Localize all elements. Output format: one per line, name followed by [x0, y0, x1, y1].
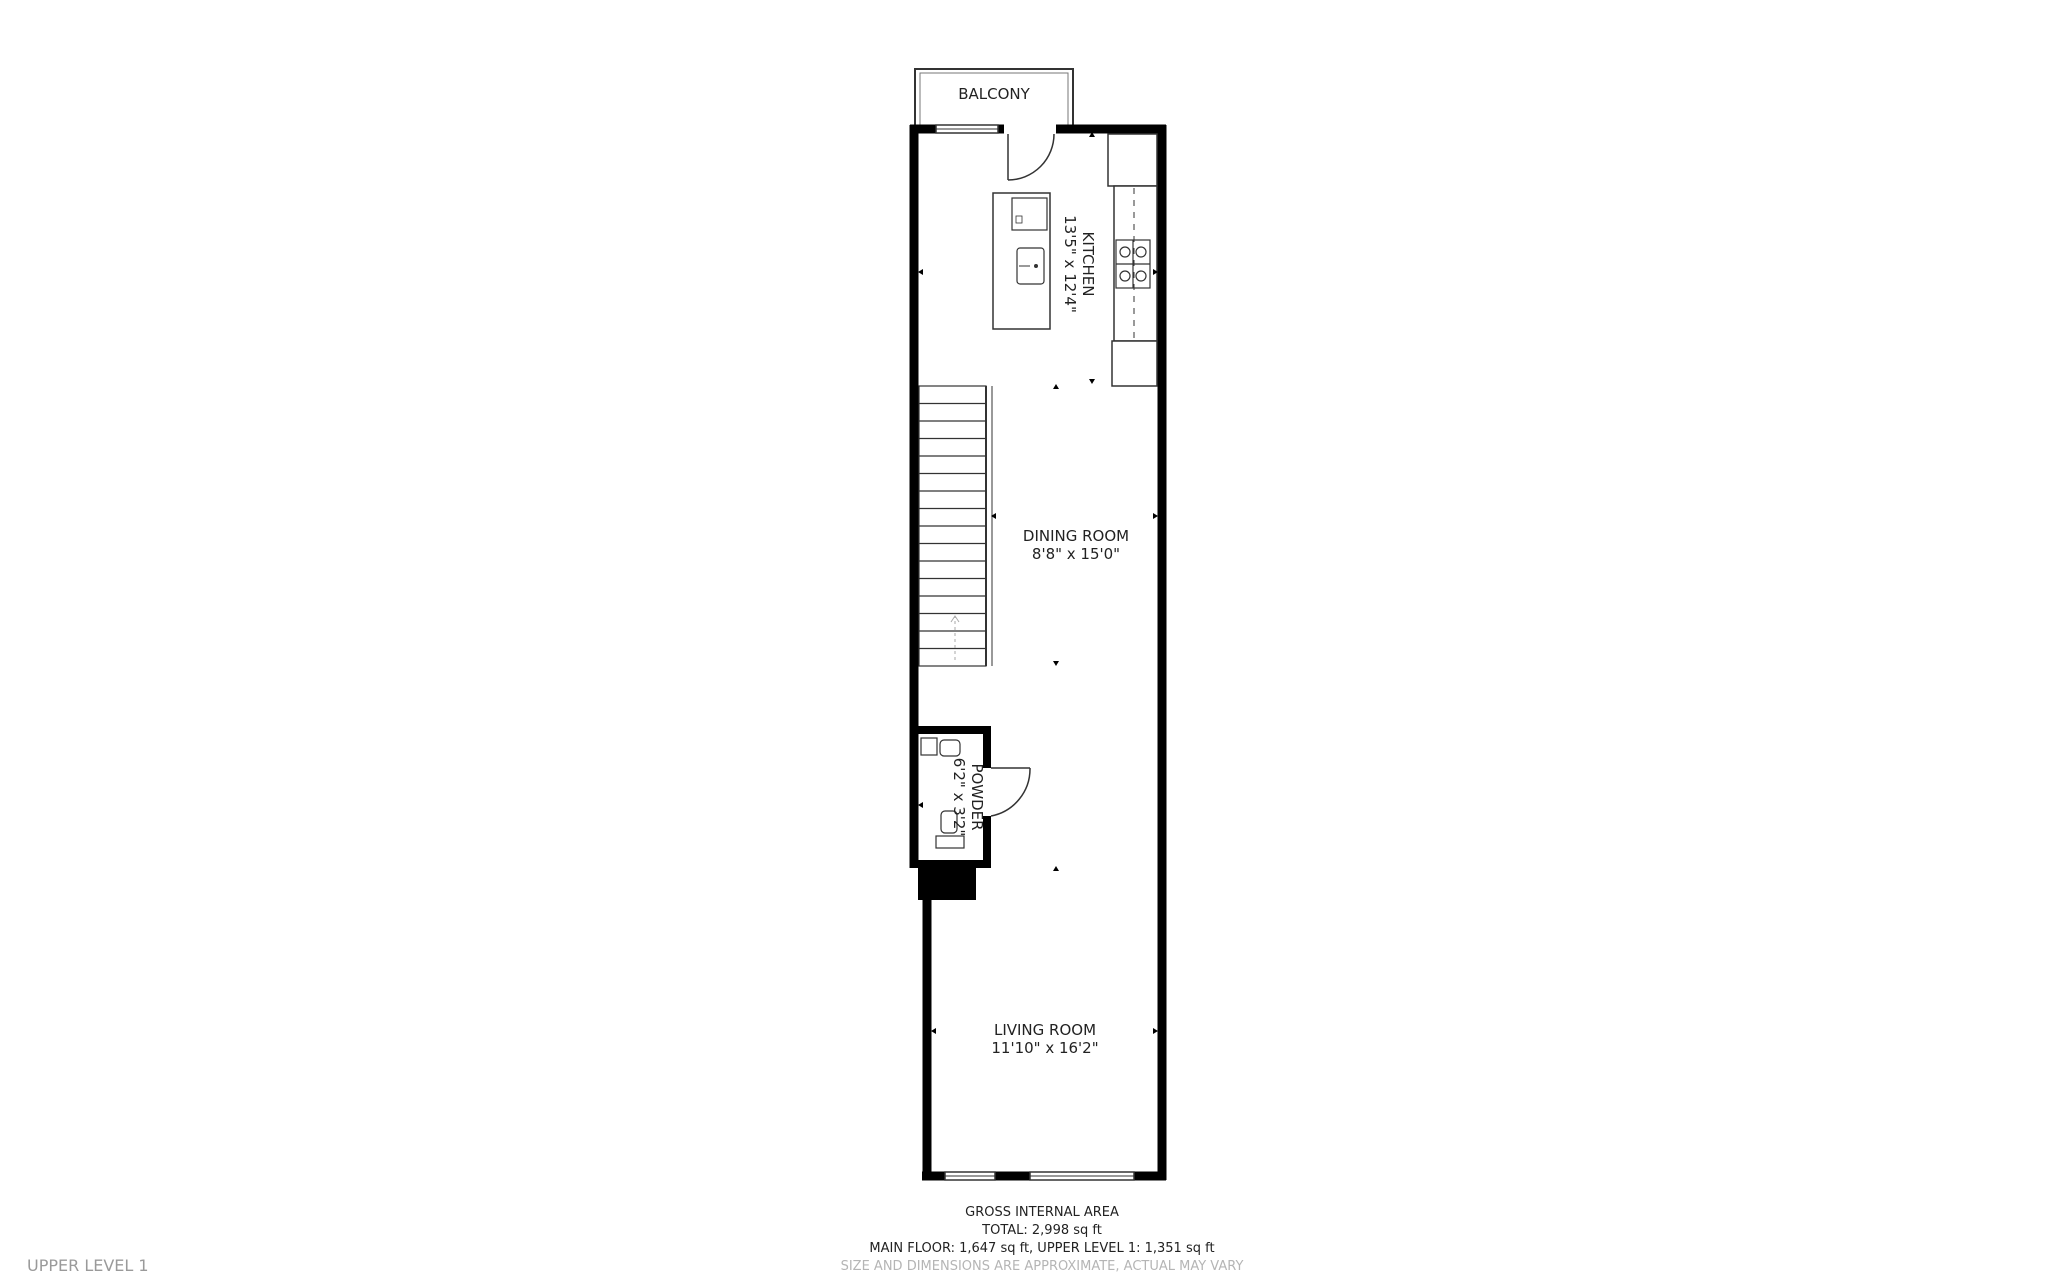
kitchen-size: 13'5" x 12'4" [1061, 215, 1079, 313]
level-label: UPPER LEVEL 1 [27, 1256, 149, 1275]
balcony-door [1008, 134, 1054, 180]
dining-room-label: DINING ROOM [1022, 527, 1130, 545]
bottom-windows [945, 1172, 1134, 1180]
powder-label: POWDER [968, 763, 986, 831]
balcony-label: BALCONY [958, 85, 1030, 103]
area-heading: GROSS INTERNAL AREA [965, 1205, 1119, 1220]
living-room-size: 11'10" x 16'2" [991, 1039, 1099, 1057]
kitchen-label: KITCHEN [1079, 231, 1097, 297]
dining-room-size: 8'8" x 15'0" [1031, 545, 1121, 563]
area-disclaimer: SIZE AND DIMENSIONS ARE APPROXIMATE, ACTUAL MAY VARY [840, 1259, 1244, 1274]
area-total: TOTAL: 2,998 sq ft [982, 1223, 1102, 1238]
structural-column [918, 866, 976, 900]
powder-label-group [950, 758, 986, 837]
powder-door [991, 768, 1030, 816]
top-openings [936, 124, 1056, 134]
kitchen-label-group [1061, 215, 1097, 313]
kitchen-island [993, 193, 1050, 329]
area-breakdown: MAIN FLOOR: 1,647 sq ft, UPPER LEVEL 1: 1,351 sq ft [869, 1241, 1215, 1256]
living-room-label: LIVING ROOM [993, 1021, 1097, 1039]
powder-size: 6'2" x 3'2" [950, 757, 968, 837]
